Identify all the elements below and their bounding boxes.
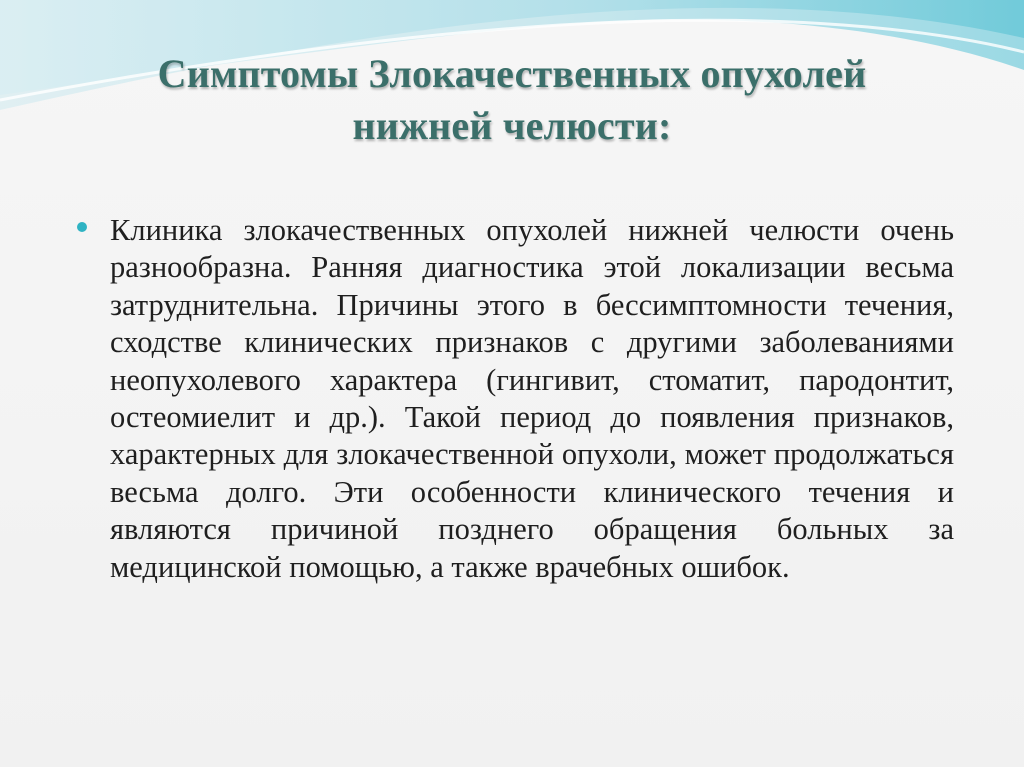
slide-title-line-1: Симптомы Злокачественных опухолей: [157, 51, 867, 96]
slide-title: [60, 48, 964, 152]
bullet-paragraph: Клиника злокачественных опухолей нижней челюсти очень разнообразна. Ранняя диагностика этой локализации весьма затруднительна. Причины этого в бессимптомности течения, сходстве клинических признаков с другими заболеваниями неопухолевого характера (гингивит, стоматит, пародонтит, остеомиелит и др.). Такой период до появления признаков, характерных для злокачественной опухоли, может продолжаться весьма долго. Эти особенности клинического течения и являются причиной позднего обращения больных за медицинской помощью, а также врачебных ошибок.: [110, 213, 954, 584]
slide-title-line-2: нижней челюсти:: [352, 103, 672, 148]
circle-bullet-icon: [77, 222, 87, 232]
